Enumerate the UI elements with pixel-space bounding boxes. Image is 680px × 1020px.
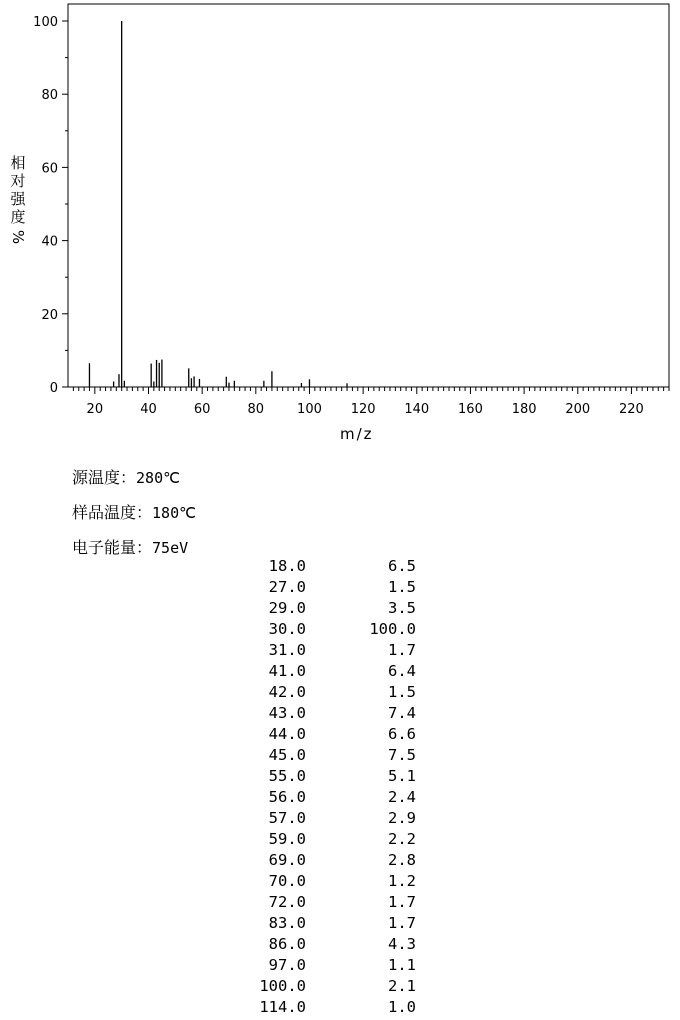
condition-source-temp	[72, 465, 180, 488]
peak-intensity: 5.1	[388, 767, 416, 785]
condition-sample-temp	[72, 500, 196, 523]
x-tick-label: 40	[140, 402, 157, 417]
peak-table-row	[210, 808, 416, 829]
peak-mz: 69.0	[268, 851, 306, 869]
peak-intensity: 6.6	[388, 725, 416, 743]
peak-intensity: 100.0	[369, 620, 416, 638]
peak-intensity: 2.4	[388, 788, 416, 806]
peak-intensity: 1.0	[388, 998, 416, 1016]
peak-table-row	[210, 619, 416, 640]
y-label-char: 强	[10, 190, 26, 208]
peak-intensity: 4.3	[388, 935, 416, 953]
peak-intensity: 1.7	[388, 893, 416, 911]
y-label-char: 对	[10, 172, 26, 190]
peak-table-row	[210, 871, 416, 892]
peak-intensity: 7.4	[388, 704, 416, 722]
condition-value: 180℃	[152, 504, 196, 522]
peak-intensity: 1.5	[388, 683, 416, 701]
x-tick-label: 100	[297, 402, 322, 417]
peak-intensity: 1.7	[388, 641, 416, 659]
peak-intensity: 1.2	[388, 872, 416, 890]
peak-table-row	[210, 955, 416, 976]
y-label-char: 度	[10, 208, 26, 226]
peak-table-row	[210, 745, 416, 766]
peak-table-row	[210, 892, 416, 913]
peak-table-row	[210, 850, 416, 871]
peak-table-row	[210, 829, 416, 850]
peak-mz: 59.0	[268, 830, 306, 848]
x-tick-label: 120	[350, 402, 376, 417]
peak-table-row	[210, 976, 416, 997]
peak-table-row	[210, 598, 416, 619]
peak-table-row	[210, 787, 416, 808]
peak-mz: 45.0	[268, 746, 306, 764]
y-tick-label: 40	[41, 234, 58, 250]
peak-mz: 42.0	[268, 683, 306, 701]
peak-mz: 86.0	[268, 935, 306, 953]
peak-mz: 27.0	[268, 578, 306, 596]
condition-label: 样品温度：	[72, 503, 153, 522]
y-tick-label: 100	[33, 15, 58, 30]
x-tick-label: 200	[565, 402, 591, 417]
peak-table-row	[210, 913, 416, 934]
y-axis-label	[8, 154, 28, 246]
peak-intensity: 2.1	[388, 977, 416, 995]
peak-table-row	[210, 556, 416, 577]
peak-mz: 83.0	[268, 914, 306, 932]
x-axis	[73, 387, 669, 417]
peak-mz: 100.0	[259, 977, 306, 995]
peak-mz: 30.0	[268, 620, 306, 638]
peak-mz: 18.0	[268, 557, 306, 575]
peak-intensity: 2.2	[388, 830, 416, 848]
x-tick-label: 80	[247, 402, 265, 417]
peak-mz: 55.0	[268, 767, 306, 785]
condition-electron-energy	[72, 535, 188, 558]
peak-table-row	[210, 682, 416, 703]
peak-mz: 41.0	[268, 662, 306, 680]
peak-intensity: 2.9	[388, 809, 416, 827]
plot-frame	[68, 4, 669, 387]
y-label-char: 相	[10, 154, 26, 172]
peak-intensity: 7.5	[388, 746, 416, 764]
x-tick-label: 60	[193, 402, 211, 417]
condition-value: 280℃	[136, 469, 180, 487]
peak-intensity: 2.8	[388, 851, 416, 869]
x-tick-label: 140	[404, 402, 430, 417]
condition-value: 75eV	[152, 539, 189, 557]
peak-intensity: 1.1	[388, 956, 416, 974]
peak-intensity: 3.5	[388, 599, 416, 617]
peak-intensity: 6.4	[388, 662, 416, 680]
peak-mz: 29.0	[268, 599, 306, 617]
peak-mz: 56.0	[268, 788, 306, 806]
y-tick-label: 60	[41, 161, 58, 177]
y-label-unit: %	[9, 229, 27, 245]
x-tick-label: 20	[86, 402, 104, 417]
y-axis	[33, 15, 68, 396]
y-tick-label: 0	[49, 381, 58, 396]
peak-table	[210, 556, 416, 1018]
peak-table-row	[210, 766, 416, 787]
peak-table-row	[210, 661, 416, 682]
peak-intensity: 6.5	[388, 557, 416, 575]
peak-mz: 70.0	[268, 872, 306, 890]
x-tick-label: 160	[458, 402, 483, 417]
condition-label: 源温度：	[72, 468, 137, 487]
peak-bars	[89, 21, 347, 387]
peak-mz: 57.0	[268, 809, 306, 827]
x-tick-label: 220	[619, 402, 644, 417]
peak-table-row	[210, 934, 416, 955]
x-tick-label: 180	[511, 402, 537, 417]
peak-mz: 114.0	[259, 998, 306, 1016]
peak-table-row	[210, 577, 416, 598]
peak-table-row	[210, 703, 416, 724]
peak-table-row	[210, 997, 416, 1018]
peak-intensity: 1.5	[388, 578, 416, 596]
peak-table-row	[210, 640, 416, 661]
condition-label: 电子能量：	[72, 538, 153, 557]
mass-spectrum-chart	[0, 0, 680, 450]
peak-mz: 72.0	[268, 893, 306, 911]
x-axis-label: m/z	[340, 425, 374, 443]
peak-mz: 43.0	[268, 704, 306, 722]
peak-mz: 44.0	[268, 725, 306, 743]
peak-table-row	[210, 724, 416, 745]
y-tick-label: 20	[41, 307, 58, 323]
peak-mz: 97.0	[268, 956, 306, 974]
y-tick-label: 80	[41, 88, 58, 104]
peak-mz: 31.0	[268, 641, 306, 659]
peak-intensity: 1.7	[388, 914, 416, 932]
